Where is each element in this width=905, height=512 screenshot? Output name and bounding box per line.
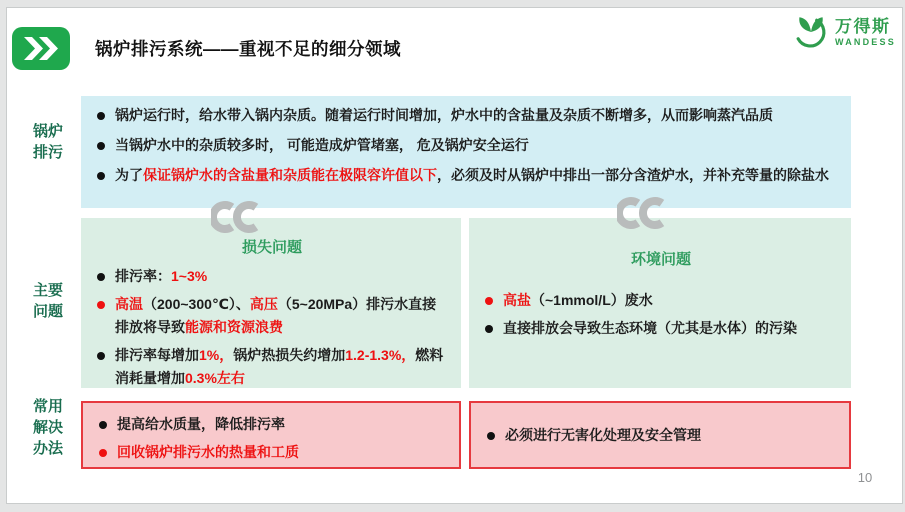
text-segment: 直接排放会导致生态环境（尤其是水体）的污染 (503, 320, 797, 336)
slide-title: 锅炉排污系统——重视不足的细分领域 (95, 39, 401, 59)
text-segment: 提高给水质量，降低排污率 (117, 416, 285, 432)
label-line: 锅炉 (32, 123, 63, 140)
solution-box-left (81, 401, 461, 469)
wandess-logo (791, 12, 896, 52)
list-item (97, 344, 447, 390)
text-segment: 回收锅炉排污水的热量和工质 (117, 444, 299, 460)
solution-box-right (469, 401, 851, 469)
text-segment: 当锅炉水中的杂质较多时， 可能造成炉管堵塞， 危及锅炉安全运行 (115, 137, 529, 153)
text-segment: 排污率： (115, 268, 171, 284)
bullet-dot (99, 449, 107, 457)
page-number: 10 (857, 470, 873, 485)
text-segment: 高压 (249, 296, 278, 312)
text-segment: 燃料消耗量增加 (115, 347, 444, 386)
text-segment: 保证锅炉水的含盐量和杂质能在极限容许值以下 (143, 167, 437, 183)
text-segment: 1~3% (171, 268, 208, 284)
text-segment: 锅炉运行时，给水带入锅内杂质。随着运行时间增加，炉水中的含盐量及杂质不断增多，从而影响蒸汽品质 (115, 107, 773, 123)
list-item (485, 289, 837, 312)
text-segment: 排污率每增加 (115, 347, 199, 363)
text-segment: （5~20MPa）排污水直接排放将导致 (115, 296, 437, 335)
sidebar-label-common-solutions (15, 396, 81, 459)
intro-box (81, 96, 851, 208)
logo-wordmark: WANDESS (835, 36, 896, 47)
bullet-dot (99, 421, 107, 429)
sidebar-label-boiler-blowdown (15, 121, 81, 163)
sidebar-label-main-problems (15, 280, 81, 322)
bullet-dot (97, 142, 105, 150)
text-segment: 必须进行无害化处理及安全管理 (505, 426, 701, 443)
text-segment: 1.2-1.3%， (345, 347, 416, 363)
bullet-dot (97, 352, 105, 360)
bullet-dot (487, 432, 495, 440)
bullet-dot (97, 172, 105, 180)
bullet-dot (97, 273, 105, 281)
label-line: 主要 (32, 282, 63, 299)
slide (6, 7, 903, 504)
list-item (97, 293, 447, 339)
text-segment: 为了 (115, 167, 143, 183)
text-segment: 1%， (199, 347, 234, 363)
loss-problem-title: 损失问题 (241, 239, 302, 256)
text-segment: 高温 (115, 296, 143, 312)
env-problem-title: 环境问题 (630, 251, 691, 268)
text-segment: 锅炉热损失约增加 (233, 347, 346, 363)
logo-name: 万得斯 (835, 16, 891, 36)
list-item (99, 441, 445, 464)
text-segment: 0.3%左右 (185, 370, 245, 386)
label-line: 问题 (32, 303, 63, 320)
list-item (97, 163, 833, 188)
double-quote-icon-right (617, 194, 675, 236)
label-line: 解决 (32, 419, 63, 436)
bullet-dot (97, 112, 105, 120)
bullet-dot (485, 297, 493, 305)
text-segment: ，必须及时从锅炉中排出一部分含渣炉水，并补充等量的除盐水 (437, 167, 829, 183)
chevron-badge (12, 27, 70, 70)
double-quote-icon-left (211, 198, 269, 240)
label-line: 办法 (32, 440, 63, 457)
list-item (487, 424, 835, 447)
list-item (99, 413, 445, 436)
list-item (97, 133, 833, 158)
env-problem-box (469, 218, 851, 388)
list-item (97, 265, 447, 288)
text-segment: （~1mmol/L）废水 (531, 292, 653, 308)
label-line: 常用 (32, 398, 63, 415)
text-segment: 能源和资源浪费 (185, 319, 283, 335)
loss-problem-box (81, 218, 461, 388)
bullet-dot (485, 325, 493, 333)
label-line: 排污 (32, 144, 63, 161)
bullet-dot (97, 301, 105, 309)
text-segment: 高盐 (503, 292, 531, 308)
text-segment: （200~300℃）、 (143, 296, 250, 312)
wandess-logo-icon (791, 12, 831, 52)
double-chevron-icon (12, 27, 70, 70)
list-item (97, 103, 833, 128)
list-item (485, 317, 837, 340)
